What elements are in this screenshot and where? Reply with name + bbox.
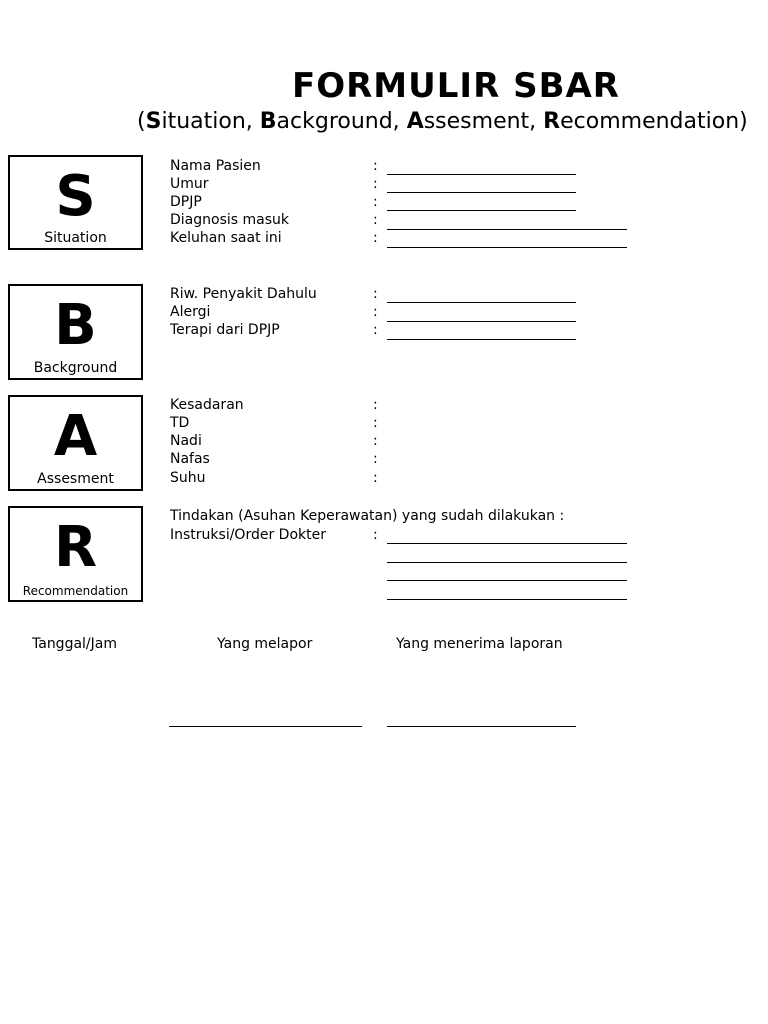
- input-line-diagnosis[interactable]: [387, 229, 627, 230]
- colon: :: [373, 212, 378, 228]
- assesment-label: Assesment: [37, 471, 114, 487]
- input-line-terapi[interactable]: [387, 339, 576, 340]
- yang-menerima-label: Yang menerima laporan: [396, 636, 563, 652]
- signature-line-pelapor[interactable]: [169, 726, 362, 727]
- assesment-box: [8, 395, 143, 491]
- colon: :: [373, 158, 378, 174]
- colon: :: [373, 194, 378, 210]
- tanggal-jam-label: Tanggal/Jam: [32, 636, 117, 652]
- input-line-instruksi-4[interactable]: [387, 599, 627, 600]
- input-line-umur[interactable]: [387, 192, 576, 193]
- colon: :: [373, 527, 378, 543]
- recommendation-label: Recommendation: [22, 584, 129, 598]
- colon: :: [373, 230, 378, 246]
- recommendation-box: [8, 506, 143, 602]
- recommendation-letter: R: [53, 515, 98, 580]
- field-tindakan: Tindakan (Asuhan Keperawatan) yang sudah dilakukan :: [170, 508, 565, 524]
- field-dpjp: DPJP: [170, 194, 202, 210]
- input-line-alergi[interactable]: [387, 321, 576, 322]
- situation-letter: S: [55, 164, 96, 229]
- colon: :: [373, 451, 378, 467]
- situation-box: [8, 155, 143, 250]
- field-terapi: Terapi dari DPJP: [170, 322, 280, 338]
- input-line-dpjp[interactable]: [387, 210, 576, 211]
- field-suhu: Suhu: [170, 470, 206, 486]
- field-td: TD: [170, 415, 190, 431]
- field-instruksi: Instruksi/Order Dokter: [170, 527, 326, 543]
- field-alergi: Alergi: [170, 304, 211, 320]
- colon: :: [373, 304, 378, 320]
- input-line-riwayat[interactable]: [387, 302, 576, 303]
- signature-line-penerima[interactable]: [387, 726, 576, 727]
- field-nadi: Nadi: [170, 433, 202, 449]
- colon: :: [373, 470, 378, 486]
- field-diagnosis-masuk: Diagnosis masuk: [170, 212, 289, 228]
- situation-label: Situation: [44, 230, 107, 246]
- background-label: Background: [33, 360, 118, 376]
- input-line-keluhan[interactable]: [387, 247, 627, 248]
- yang-melapor-label: Yang melapor: [217, 636, 313, 652]
- colon: :: [373, 176, 378, 192]
- input-line-instruksi-2[interactable]: [387, 562, 627, 563]
- field-nafas: Nafas: [170, 451, 210, 467]
- background-letter: B: [54, 293, 97, 358]
- colon: :: [373, 322, 378, 338]
- field-kesadaran: Kesadaran: [170, 397, 244, 413]
- input-line-instruksi-1[interactable]: [387, 543, 627, 544]
- field-riwayat: Riw. Penyakit Dahulu: [170, 286, 317, 302]
- input-line-instruksi-3[interactable]: [387, 580, 627, 581]
- colon: :: [373, 415, 378, 431]
- form-title: FORMULIR SBAR: [292, 66, 620, 106]
- colon: :: [373, 433, 378, 449]
- field-nama-pasien: Nama Pasien: [170, 158, 261, 174]
- field-umur: Umur: [170, 176, 209, 192]
- input-line-nama[interactable]: [387, 174, 576, 175]
- field-keluhan: Keluhan saat ini: [170, 230, 282, 246]
- form-subtitle: (Situation, Background, Assesment, Recommendation): [137, 109, 748, 134]
- assesment-letter: A: [53, 404, 98, 469]
- colon: :: [373, 286, 378, 302]
- background-box: [8, 284, 143, 380]
- colon: :: [373, 397, 378, 413]
